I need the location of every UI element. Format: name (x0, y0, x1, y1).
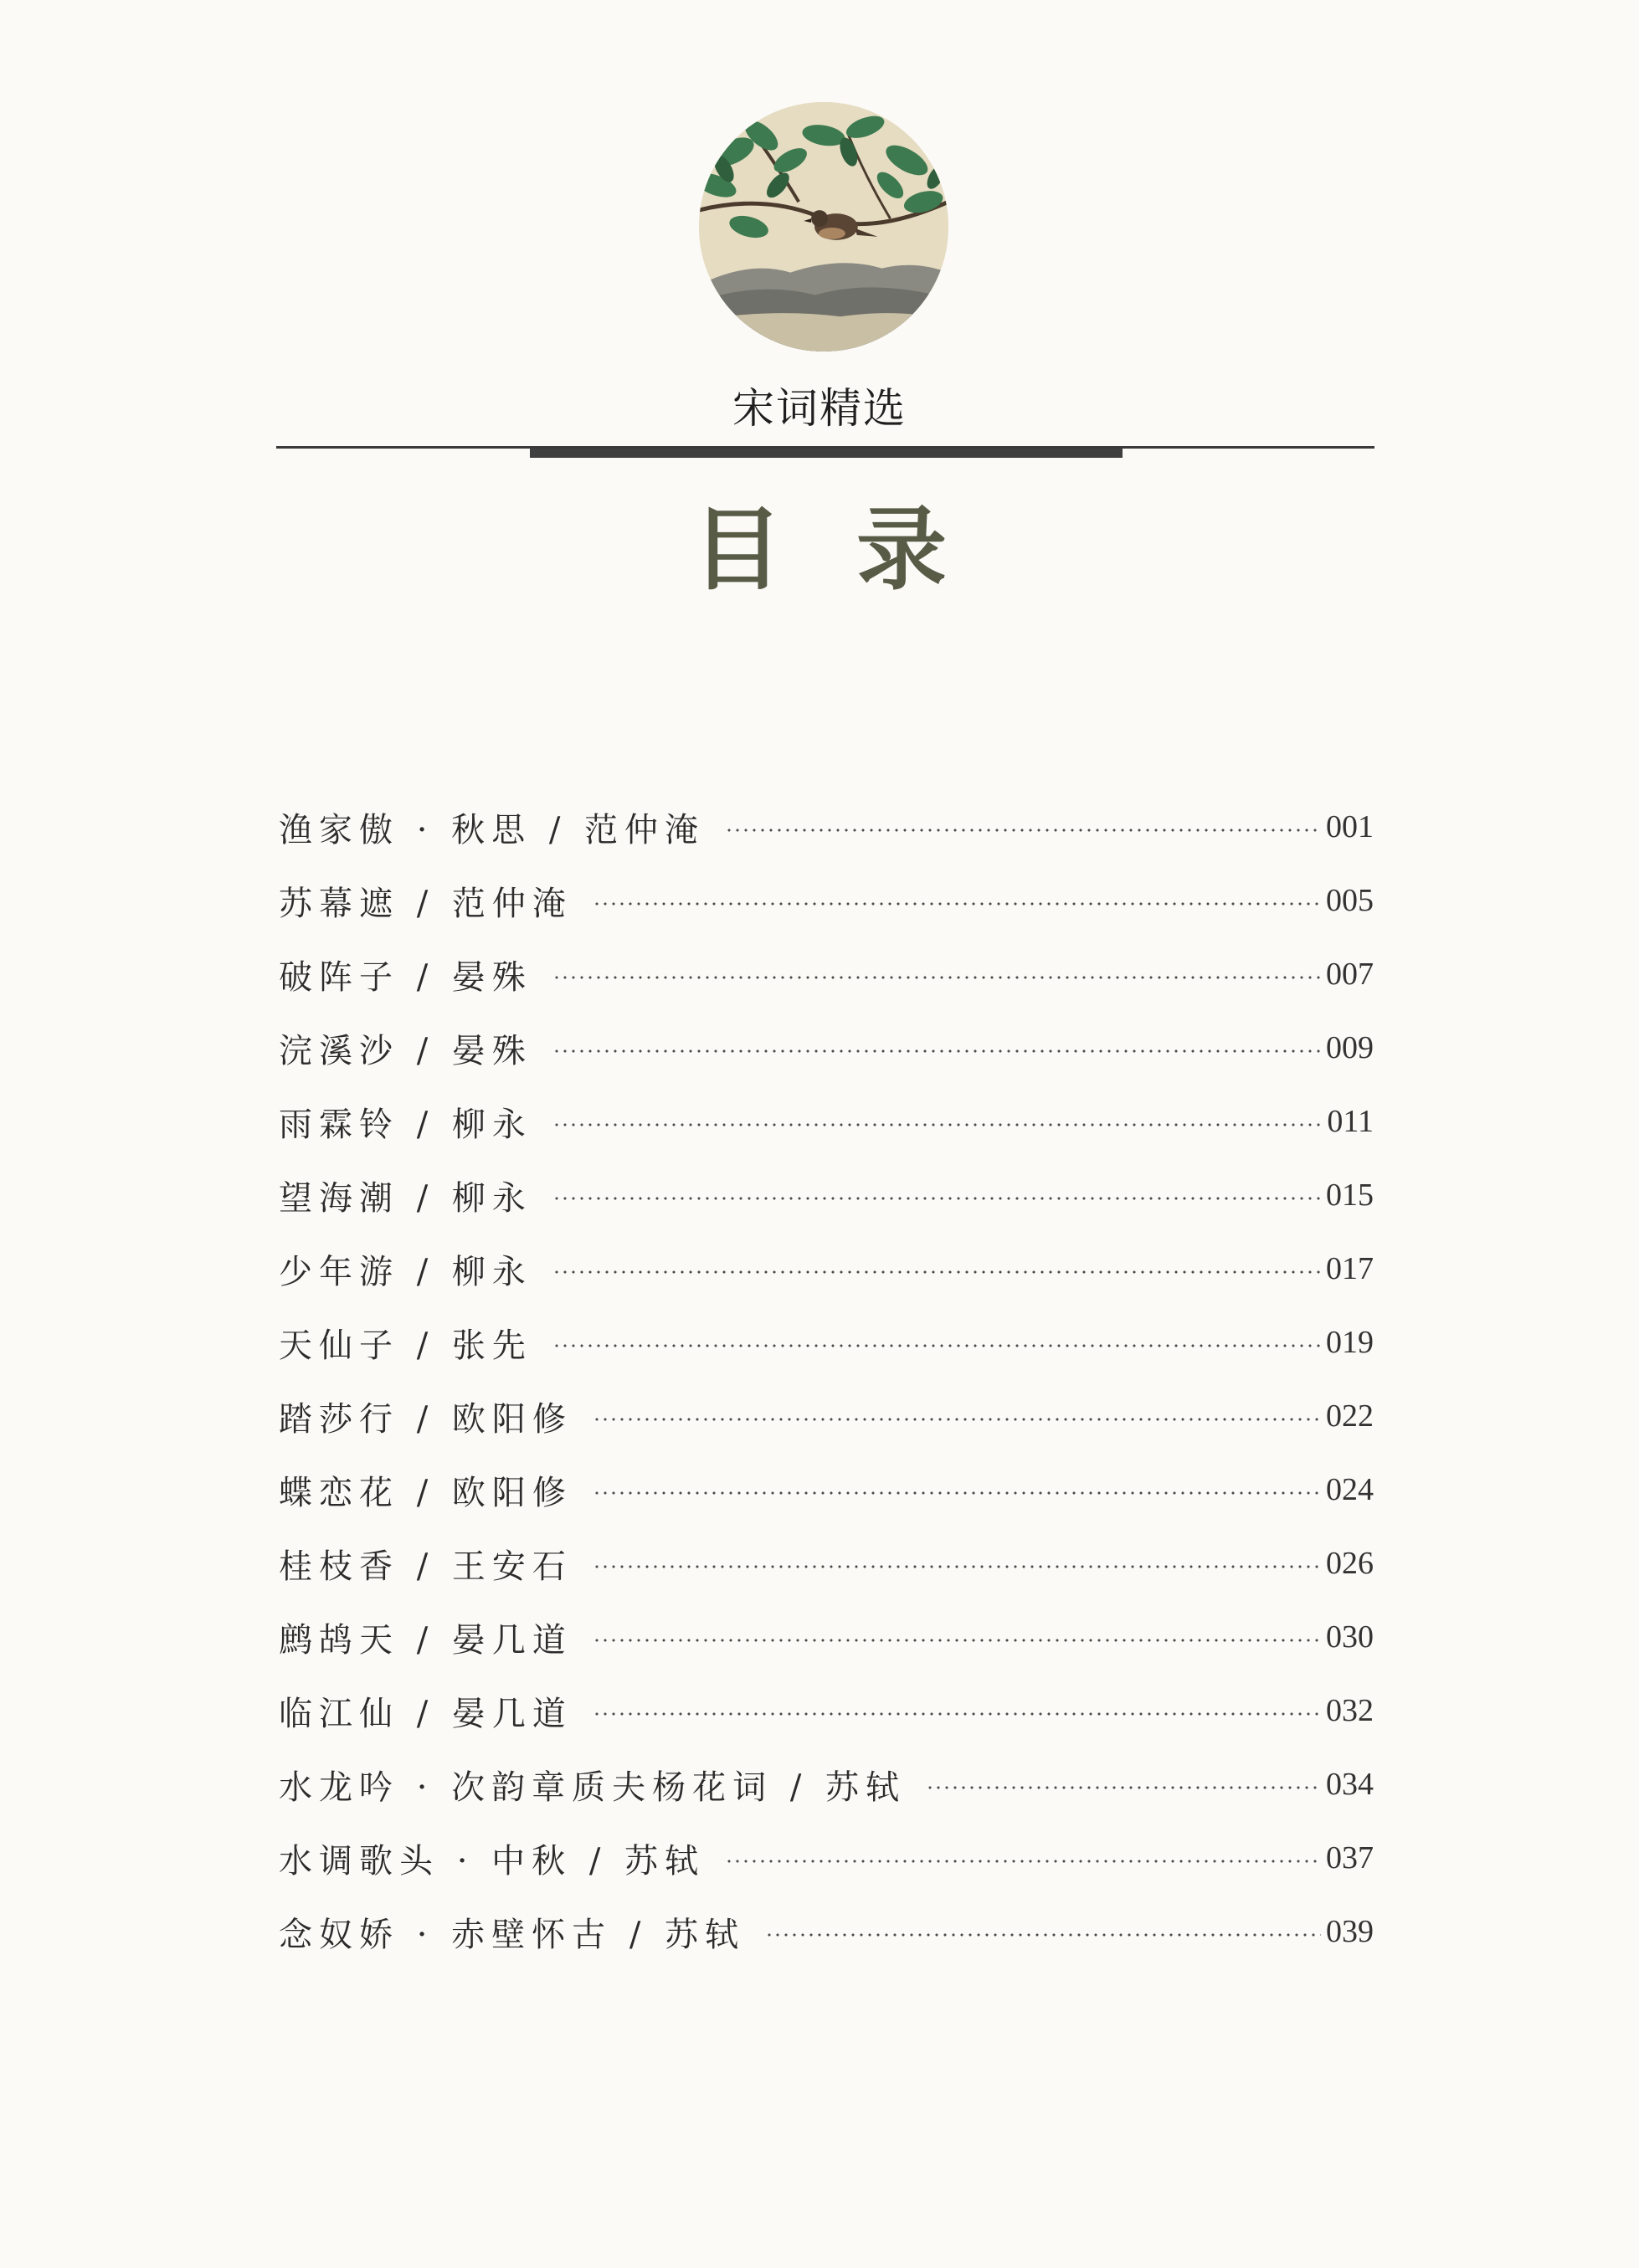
toc-entry[interactable] (279, 1895, 1374, 1968)
toc-entry-page: 007 (1326, 957, 1374, 992)
toc-entry-title: 望海潮 / 柳永 (279, 1178, 532, 1218)
dot-leader (552, 1270, 1321, 1274)
toc-entry[interactable] (279, 1306, 1374, 1379)
dot-leader (725, 1860, 1321, 1863)
toc-entry[interactable] (279, 1379, 1374, 1453)
toc-entry-title: 渔家傲 · 秋思 / 范仲淹 (279, 810, 706, 849)
toc-heading-char-2: 录 (856, 498, 948, 603)
toc-entry[interactable] (279, 937, 1374, 1011)
toc-entry[interactable] (279, 1527, 1374, 1600)
toc-entry-page: 039 (1326, 1914, 1374, 1949)
toc-entry-title: 水龙吟 · 次韵章质夫杨花词 / 苏轼 (279, 1768, 907, 1807)
toc-entry-page: 037 (1326, 1840, 1374, 1875)
toc-entry-page: 005 (1326, 883, 1374, 918)
dot-leader (765, 1933, 1321, 1937)
dot-leader (552, 1123, 1323, 1126)
dot-leader (593, 1565, 1321, 1568)
toc-entry-title: 苏幕遮 / 范仲淹 (279, 884, 573, 923)
toc-entry[interactable] (279, 1821, 1374, 1895)
toc-entry-title: 踏莎行 / 欧阳修 (279, 1399, 573, 1439)
toc-entry-title: 破阵子 / 晏殊 (279, 957, 532, 997)
dot-leader (593, 902, 1321, 906)
toc-entry-page: 030 (1326, 1619, 1374, 1655)
toc-entry-title: 鹧鸪天 / 晏几道 (279, 1620, 573, 1660)
toc-list (279, 790, 1374, 1968)
toc-entry[interactable] (279, 1011, 1374, 1085)
dot-leader (725, 829, 1321, 832)
toc-entry-page: 024 (1326, 1472, 1374, 1507)
toc-entry-title: 浣溪沙 / 晏殊 (279, 1031, 532, 1070)
dot-leader (593, 1418, 1321, 1421)
dot-leader (593, 1639, 1321, 1642)
toc-entry[interactable] (279, 1232, 1374, 1306)
dot-leader (593, 1712, 1321, 1716)
toc-entry-page: 015 (1326, 1178, 1374, 1213)
toc-entry-page: 011 (1327, 1104, 1374, 1139)
toc-entry-title: 天仙子 / 张先 (279, 1326, 532, 1365)
toc-entry-page: 026 (1326, 1546, 1374, 1581)
header-rule-thick (530, 449, 1123, 458)
toc-entry-title: 蝶恋花 / 欧阳修 (279, 1473, 573, 1512)
toc-entry-title: 水调歌头 · 中秋 / 苏轼 (279, 1841, 706, 1881)
toc-entry-page: 019 (1326, 1325, 1374, 1360)
toc-entry-title: 雨霖铃 / 柳永 (279, 1105, 532, 1144)
dot-leader (552, 1344, 1321, 1347)
toc-entry[interactable] (279, 1453, 1374, 1527)
toc-entry[interactable] (279, 1600, 1374, 1674)
dot-leader (593, 1491, 1321, 1495)
toc-entry-page: 022 (1326, 1398, 1374, 1434)
toc-entry[interactable] (279, 1085, 1374, 1158)
toc-entry-page: 034 (1326, 1767, 1374, 1802)
toc-entry[interactable] (279, 1674, 1374, 1747)
toc-entry[interactable] (279, 1158, 1374, 1232)
toc-heading-char-1: 目 (691, 498, 783, 603)
toc-entry-page: 009 (1326, 1030, 1374, 1065)
toc-entry-title: 临江仙 / 晏几道 (279, 1694, 573, 1733)
toc-entry-page: 017 (1326, 1251, 1374, 1286)
dot-leader (926, 1786, 1321, 1789)
bird-on-branch-painting (699, 102, 948, 351)
toc-entry[interactable] (279, 790, 1374, 864)
dot-leader (552, 1049, 1321, 1053)
toc-entry-page: 001 (1326, 809, 1374, 844)
toc-entry-title: 少年游 / 柳永 (279, 1252, 532, 1291)
toc-entry[interactable] (279, 864, 1374, 937)
series-title: 宋词精选 (732, 384, 907, 433)
dot-leader (552, 976, 1321, 979)
toc-entry-title: 念奴娇 · 赤壁怀古 / 苏轼 (279, 1915, 746, 1954)
toc-heading (0, 477, 1639, 607)
toc-entry[interactable] (279, 1747, 1374, 1821)
dot-leader (552, 1197, 1321, 1200)
toc-entry-page: 032 (1326, 1693, 1374, 1728)
toc-entry-title: 桂枝香 / 王安石 (279, 1547, 573, 1586)
